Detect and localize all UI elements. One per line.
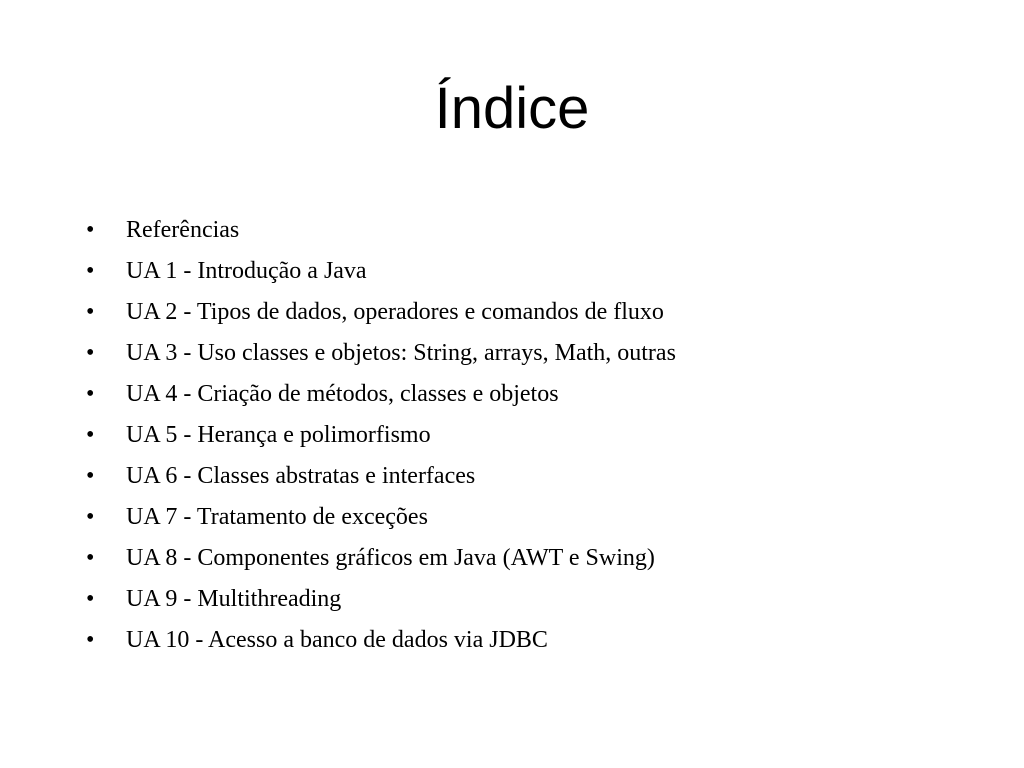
- list-item-text: UA 4 - Criação de métodos, classes e objetos: [126, 381, 559, 407]
- list-item: [86, 497, 986, 538]
- list-item: [86, 415, 986, 456]
- list-item-text: UA 6 - Classes abstratas e interfaces: [126, 463, 476, 489]
- list-item: [86, 579, 986, 620]
- list-item-text: UA 3 - Uso classes e objetos: String, arrays, Math, outras: [126, 340, 676, 366]
- list-item: [86, 538, 986, 579]
- list-item-text: UA 7 - Tratamento de exceções: [126, 504, 428, 530]
- list-item: [86, 456, 986, 497]
- list-item-text: UA 5 - Herança e polimorfismo: [126, 422, 431, 448]
- list-item-text: UA 2 - Tipos de dados, operadores e comandos de fluxo: [126, 299, 664, 325]
- bullet-icon: •: [86, 586, 95, 612]
- list-item-text: UA 1 - Introdução a Java: [126, 258, 367, 284]
- list-item: [86, 620, 986, 661]
- bullet-icon: •: [86, 340, 95, 366]
- bullet-icon: •: [86, 463, 95, 489]
- list-item-text: UA 8 - Componentes gráficos em Java (AWT e Swing): [126, 545, 655, 571]
- bullet-list: [86, 210, 986, 661]
- list-item: [86, 210, 986, 251]
- bullet-icon: •: [86, 299, 95, 325]
- slide-title: Índice: [434, 76, 590, 141]
- list-item: [86, 333, 986, 374]
- bullet-icon: •: [86, 545, 95, 571]
- list-item-text: Referências: [126, 217, 240, 243]
- list-item-text: UA 9 - Multithreading: [126, 586, 342, 612]
- list-item: [86, 374, 986, 415]
- bullet-icon: •: [86, 627, 95, 653]
- list-item: [86, 292, 986, 333]
- bullet-icon: •: [86, 381, 95, 407]
- list-item: [86, 251, 986, 292]
- bullet-icon: •: [86, 504, 95, 530]
- bullet-icon: •: [86, 258, 95, 284]
- list-item-text: UA 10 - Acesso a banco de dados via JDBC: [126, 627, 548, 653]
- bullet-icon: •: [86, 422, 95, 448]
- bullet-icon: •: [86, 217, 95, 243]
